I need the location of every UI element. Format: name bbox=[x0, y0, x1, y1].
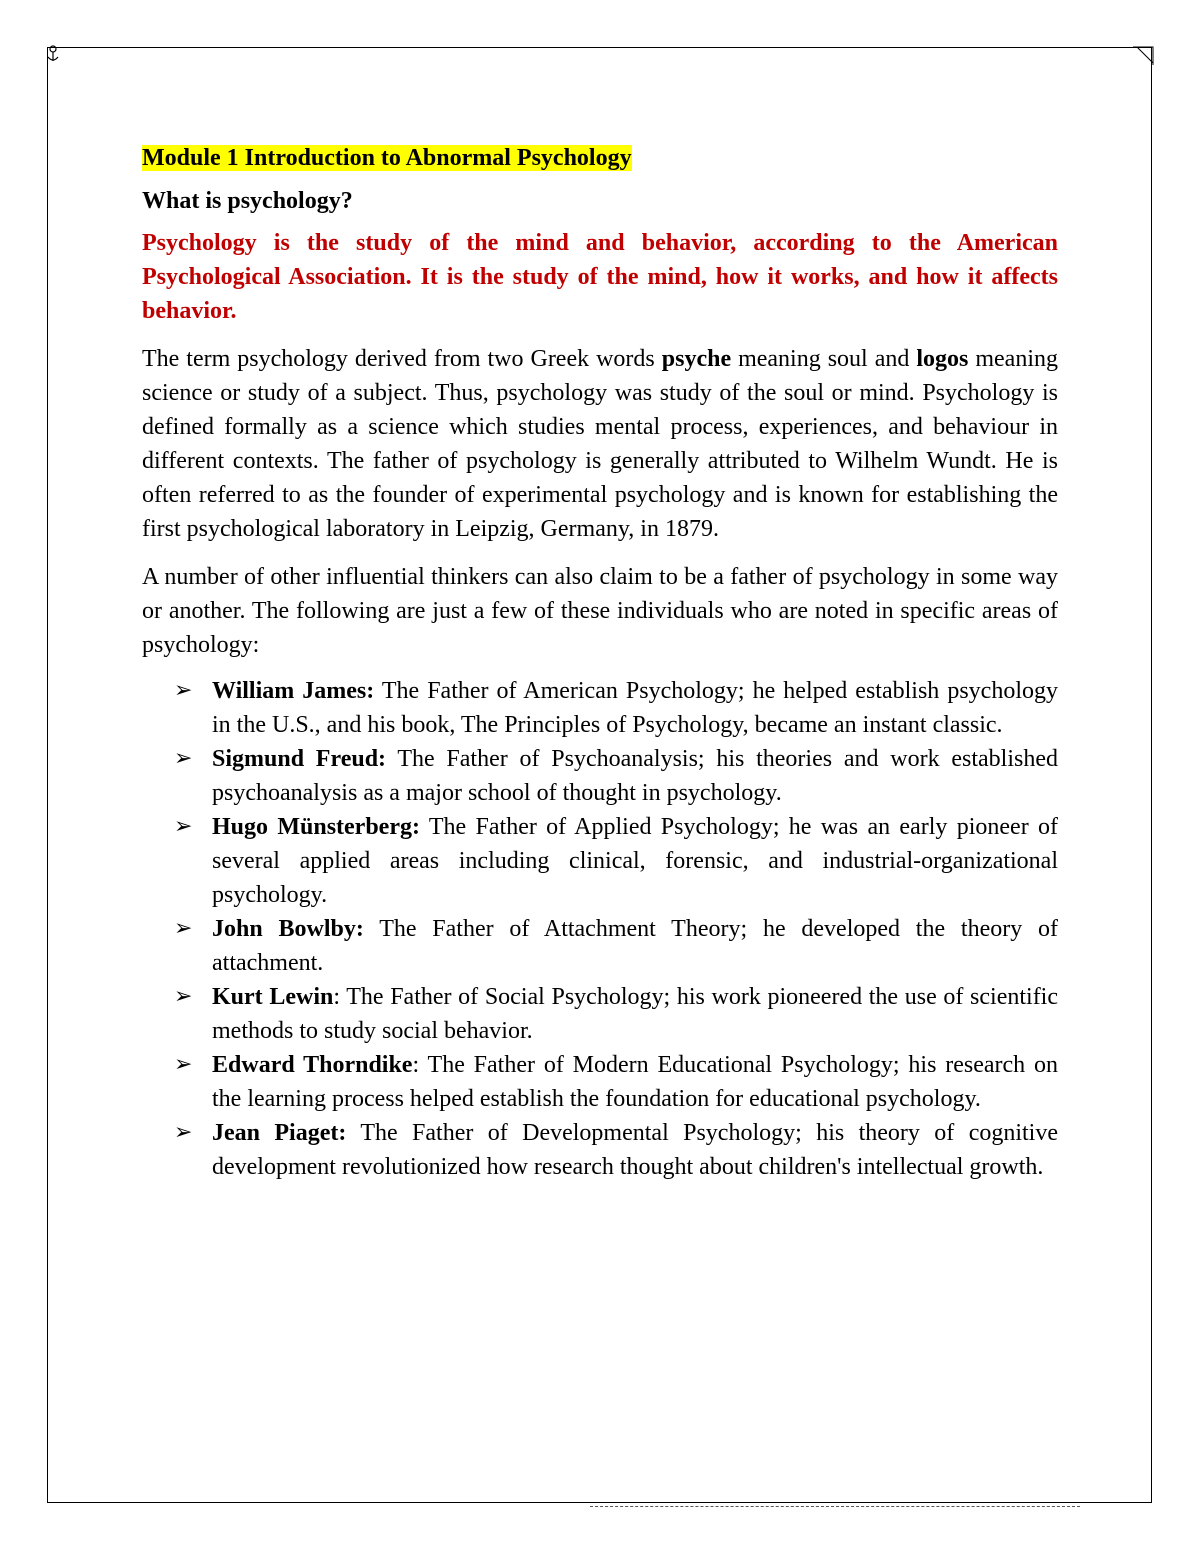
etymology-paragraph: The term psychology derived from two Greek words psyche meaning soul and logos meaning science or study of a subject. Thus, psychology was study of the soul or mind. Psychology is defined formally as a science which studies mental process, experiences, and behaviour in different contexts. The father of psychology is generally attributed to Wilhelm Wundt. He is often referred to as the founder of experimental psychology and is known for establishing the first psychological laboratory in Leipzig, Germany, in 1879. bbox=[142, 346, 1058, 542]
list-item: ➢ John Bowlby: The Father of Attachment Theory; he developed the theory of attachment. bbox=[142, 912, 1058, 980]
footer-dashed-line bbox=[590, 1506, 1080, 1507]
thinkers-paragraph: A number of other influential thinkers can also claim to be a father of psychology in some way or another. The following are just a few of these individuals who are noted in specific areas of psychology: bbox=[142, 564, 1058, 658]
module-heading: Module 1 Introduction to Abnormal Psychology bbox=[142, 145, 632, 171]
arrow-bullet-icon: ➢ bbox=[174, 746, 193, 771]
anchor-icon bbox=[47, 45, 59, 63]
arrow-bullet-icon: ➢ bbox=[174, 678, 193, 703]
fathers-list bbox=[142, 674, 1058, 1184]
arrow-bullet-icon: ➢ bbox=[174, 916, 193, 941]
arrow-bullet-icon: ➢ bbox=[174, 1120, 193, 1145]
list-item: ➢ Edward Thorndike: The Father of Modern Educational Psychology; his research on the learning process helped establish the foundation for educational psychology. bbox=[142, 1048, 1058, 1116]
list-item: ➢ Jean Piaget: The Father of Developmental Psychology; his theory of cognitive development revolutionized how research thought about children's intellectual growth. bbox=[142, 1116, 1058, 1184]
arrow-bullet-icon: ➢ bbox=[174, 984, 193, 1009]
arrow-bullet-icon: ➢ bbox=[174, 814, 193, 839]
list-item: ➢ Hugo Münsterberg: The Father of Applied Psychology; he was an early pioneer of several applied areas including clinical, forensic, and industrial-organizational psychology. bbox=[142, 810, 1058, 912]
list-item: ➢ William James: The Father of American Psychology; he helped establish psychology in the U.S., and his book, The Principles of Psychology, became an instant classic. bbox=[142, 674, 1058, 742]
arrow-bullet-icon: ➢ bbox=[174, 1052, 193, 1077]
definition-paragraph: Psychology is the study of the mind and behavior, according to the American Psychological Association. It is the study of the mind, how it works, and how it affects behavior. bbox=[142, 230, 1058, 324]
list-item: ➢ Kurt Lewin: The Father of Social Psychology; his work pioneered the use of scientific methods to study social behavior. bbox=[142, 980, 1058, 1048]
question-heading: What is psychology? bbox=[142, 188, 353, 214]
document-body bbox=[142, 140, 1058, 1184]
page-fold-icon bbox=[1133, 45, 1155, 67]
list-item: ➢ Sigmund Freud: The Father of Psychoanalysis; his theories and work established psychoanalysis as a major school of thought in psychology. bbox=[142, 742, 1058, 810]
